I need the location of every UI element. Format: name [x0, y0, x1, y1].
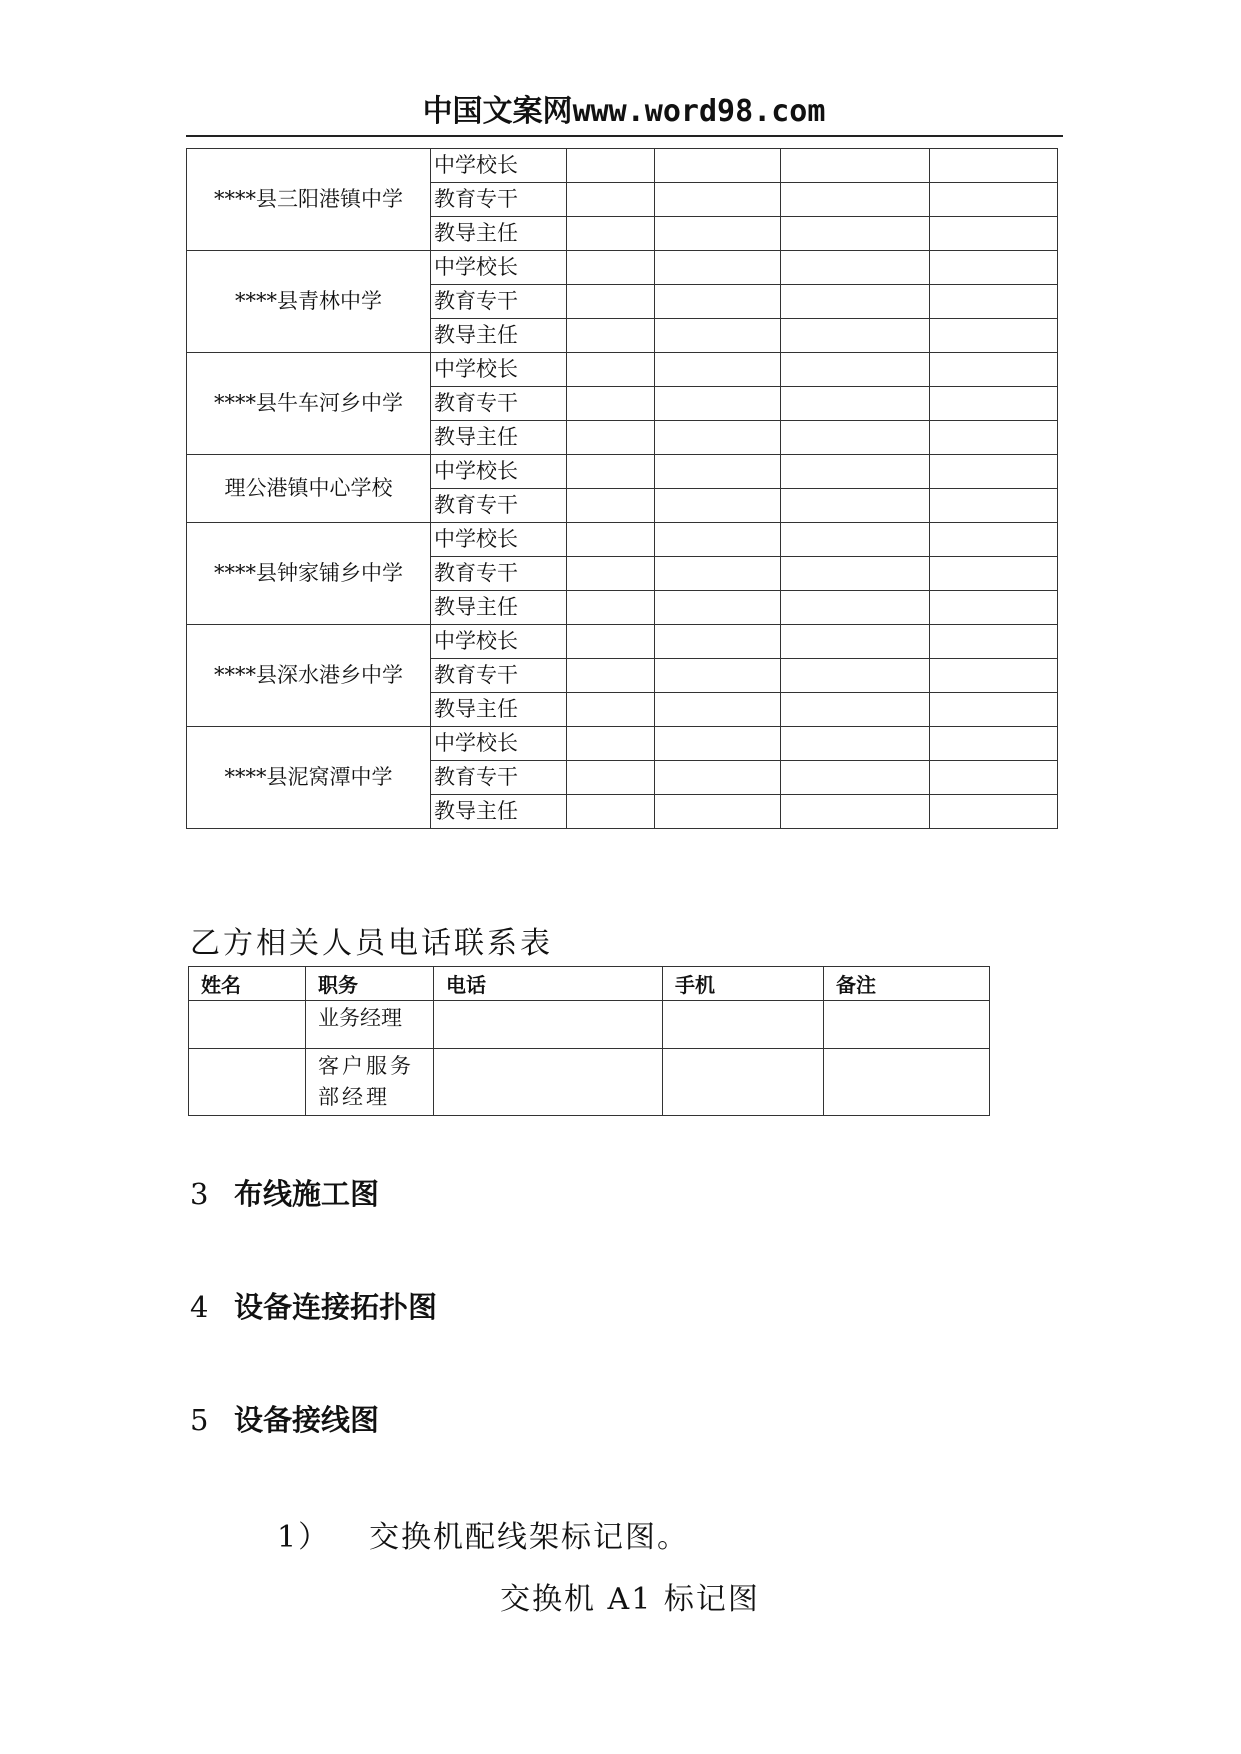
table-row: [189, 1049, 990, 1116]
empty-cell: [567, 489, 655, 523]
role-cell: 教导主任: [431, 319, 567, 353]
empty-cell: [781, 387, 930, 421]
empty-cell: [781, 591, 930, 625]
section-number: 5: [190, 1403, 209, 1437]
role-cell: 中学校长: [431, 251, 567, 285]
empty-cell: [655, 795, 781, 829]
empty-cell: [781, 795, 930, 829]
subsection-heading: [277, 1512, 689, 1556]
empty-cell: [781, 761, 930, 795]
empty-cell: [781, 285, 930, 319]
empty-cell: [930, 421, 1058, 455]
position-cell: [306, 1049, 434, 1116]
section-heading-3: [190, 1172, 379, 1213]
role-cell: 中学校长: [431, 353, 567, 387]
contact-table-header-row: [189, 967, 990, 1001]
empty-cell: [781, 149, 930, 183]
name-cell: [189, 1049, 306, 1116]
empty-cell: [930, 353, 1058, 387]
empty-cell: [567, 353, 655, 387]
section-title: 设备连接拓扑图: [234, 1290, 438, 1324]
role-cell: 教育专干: [431, 489, 567, 523]
position-cell: 业务经理: [306, 1001, 434, 1049]
header-site-name: 中国文案网: [422, 94, 573, 129]
table-row: [187, 251, 1058, 285]
empty-cell: [930, 217, 1058, 251]
section-number: 3: [190, 1177, 209, 1211]
empty-cell: [567, 217, 655, 251]
empty-cell: [781, 455, 930, 489]
table-row: [187, 727, 1058, 761]
empty-cell: [567, 727, 655, 761]
empty-cell: [781, 557, 930, 591]
school-name-cell: ****县青林中学: [187, 251, 431, 353]
empty-cell: [781, 659, 930, 693]
empty-cell: [567, 795, 655, 829]
empty-cell: [930, 319, 1058, 353]
empty-cell: [655, 523, 781, 557]
empty-cell: [655, 455, 781, 489]
position-line: 部经理: [318, 1085, 390, 1109]
empty-cell: [781, 489, 930, 523]
empty-cell: [567, 387, 655, 421]
school-name-cell: ****县三阳港镇中学: [187, 149, 431, 251]
school-staff-table: [186, 148, 1058, 829]
empty-cell: [567, 523, 655, 557]
subsection-title: 交换机配线架标记图。: [369, 1520, 689, 1555]
role-cell: 中学校长: [431, 625, 567, 659]
figure-caption: 交换机 A1 标记图: [500, 1582, 760, 1617]
empty-cell: [655, 727, 781, 761]
empty-cell: [930, 557, 1058, 591]
header-position: 职务: [306, 967, 434, 1001]
section-number: 4: [190, 1290, 209, 1324]
empty-cell: [781, 625, 930, 659]
empty-cell: [567, 149, 655, 183]
empty-cell: [781, 217, 930, 251]
empty-cell: [655, 591, 781, 625]
empty-cell: [655, 353, 781, 387]
empty-cell: [567, 319, 655, 353]
role-cell: 教导主任: [431, 591, 567, 625]
role-cell: 中学校长: [431, 523, 567, 557]
empty-cell: [567, 421, 655, 455]
name-cell: [189, 1001, 306, 1049]
empty-cell: [655, 217, 781, 251]
empty-cell: [567, 251, 655, 285]
subsection-number: 1）: [277, 1520, 331, 1555]
empty-cell: [930, 625, 1058, 659]
empty-cell: [655, 149, 781, 183]
empty-cell: [567, 285, 655, 319]
role-cell: 教导主任: [431, 795, 567, 829]
mobile-cell: [663, 1001, 824, 1049]
table-row: [187, 149, 1058, 183]
remarks-cell: [824, 1001, 990, 1049]
empty-cell: [567, 591, 655, 625]
empty-cell: [930, 387, 1058, 421]
phone-cell: [434, 1001, 663, 1049]
empty-cell: [930, 761, 1058, 795]
role-cell: 教育专干: [431, 761, 567, 795]
empty-cell: [655, 251, 781, 285]
empty-cell: [655, 625, 781, 659]
empty-cell: [930, 285, 1058, 319]
role-cell: 教育专干: [431, 387, 567, 421]
empty-cell: [567, 693, 655, 727]
empty-cell: [567, 761, 655, 795]
empty-cell: [655, 761, 781, 795]
empty-cell: [781, 319, 930, 353]
empty-cell: [567, 183, 655, 217]
remarks-cell: [824, 1049, 990, 1116]
empty-cell: [930, 489, 1058, 523]
empty-cell: [655, 659, 781, 693]
empty-cell: [930, 659, 1058, 693]
page-header-title: [186, 86, 1062, 130]
empty-cell: [781, 693, 930, 727]
role-cell: 中学校长: [431, 149, 567, 183]
empty-cell: [930, 727, 1058, 761]
header-site-url: www.word98.com: [572, 94, 826, 129]
section-heading-5: [190, 1398, 379, 1439]
empty-cell: [655, 319, 781, 353]
table-row: [189, 1001, 990, 1049]
empty-cell: [781, 183, 930, 217]
table-row: [187, 523, 1058, 557]
empty-cell: [930, 149, 1058, 183]
phone-cell: [434, 1049, 663, 1116]
school-name-cell: 理公港镇中心学校: [187, 455, 431, 523]
table-row: [187, 455, 1058, 489]
header-name: 姓名: [189, 967, 306, 1001]
section-title: 设备接线图: [234, 1403, 380, 1437]
role-cell: 中学校长: [431, 455, 567, 489]
role-cell: 教导主任: [431, 217, 567, 251]
role-cell: 教育专干: [431, 285, 567, 319]
table-row: [187, 625, 1058, 659]
empty-cell: [781, 523, 930, 557]
empty-cell: [930, 251, 1058, 285]
empty-cell: [781, 727, 930, 761]
empty-cell: [567, 455, 655, 489]
empty-cell: [781, 353, 930, 387]
role-cell: 教育专干: [431, 183, 567, 217]
empty-cell: [655, 421, 781, 455]
header-mobile: 手机: [663, 967, 824, 1001]
empty-cell: [781, 251, 930, 285]
contact-table-caption: 乙方相关人员电话联系表: [190, 926, 553, 961]
empty-cell: [930, 693, 1058, 727]
header-phone: 电话: [434, 967, 663, 1001]
header-divider: [186, 135, 1063, 137]
table-row: [187, 353, 1058, 387]
empty-cell: [930, 591, 1058, 625]
school-name-cell: ****县牛车河乡中学: [187, 353, 431, 455]
section-heading-4: [190, 1285, 437, 1326]
header-remarks: 备注: [824, 967, 990, 1001]
empty-cell: [567, 659, 655, 693]
empty-cell: [655, 489, 781, 523]
mobile-cell: [663, 1049, 824, 1116]
school-name-cell: ****县钟家铺乡中学: [187, 523, 431, 625]
role-cell: 教育专干: [431, 557, 567, 591]
position-line: 客户服务: [318, 1054, 414, 1078]
empty-cell: [655, 285, 781, 319]
empty-cell: [930, 455, 1058, 489]
empty-cell: [567, 557, 655, 591]
school-name-cell: ****县泥窝潭中学: [187, 727, 431, 829]
empty-cell: [655, 183, 781, 217]
empty-cell: [567, 625, 655, 659]
empty-cell: [930, 183, 1058, 217]
role-cell: 中学校长: [431, 727, 567, 761]
empty-cell: [930, 795, 1058, 829]
empty-cell: [655, 387, 781, 421]
empty-cell: [655, 693, 781, 727]
empty-cell: [781, 421, 930, 455]
role-cell: 教导主任: [431, 421, 567, 455]
section-title: 布线施工图: [234, 1177, 380, 1211]
school-name-cell: ****县深水港乡中学: [187, 625, 431, 727]
empty-cell: [930, 523, 1058, 557]
role-cell: 教育专干: [431, 659, 567, 693]
contact-table: [188, 966, 990, 1116]
role-cell: 教导主任: [431, 693, 567, 727]
empty-cell: [655, 557, 781, 591]
